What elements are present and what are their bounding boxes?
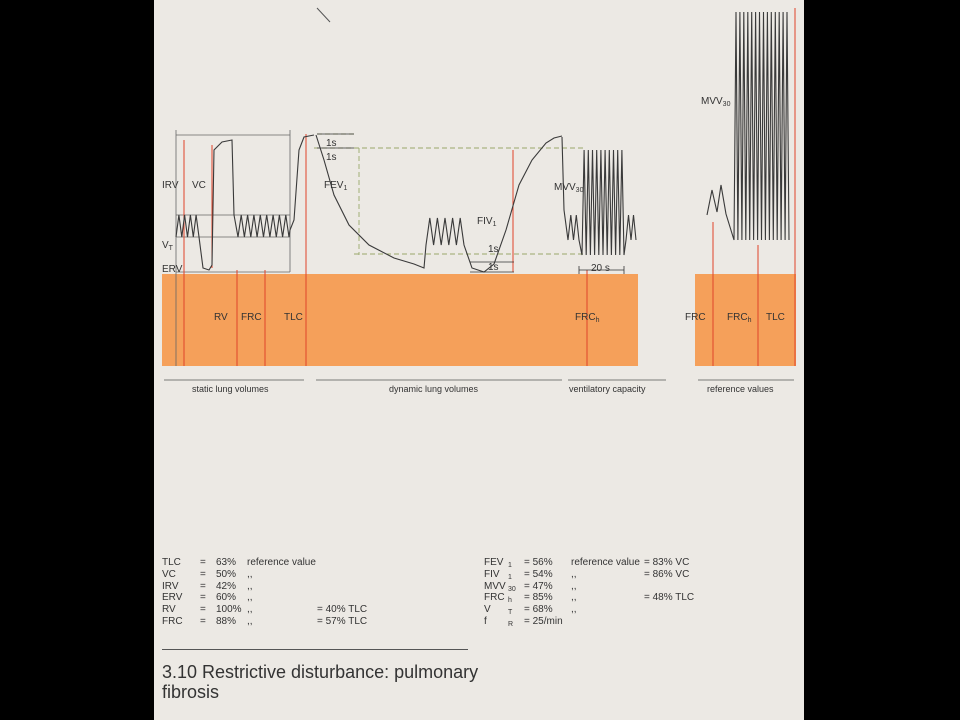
trace-mvv-reference: [707, 12, 789, 240]
label-ref-mvv30: $MVV_{30}$: [701, 96, 731, 108]
cell-x: = 83% VC: [644, 557, 690, 568]
cell-ref: ,,: [247, 580, 253, 592]
table-row: [484, 604, 794, 616]
cell-v: = 25/min: [524, 615, 563, 627]
label-fev1: $FEV_1$: [324, 180, 348, 192]
cell-v: 60%: [216, 592, 237, 604]
cell-k: f: [484, 615, 487, 627]
label-vt: $V_T$: [162, 240, 173, 252]
timing-arrows: [317, 134, 624, 274]
cell-x: = 48% TLC: [644, 592, 695, 604]
figure-page: [154, 0, 804, 720]
cell-k: TLC: [162, 557, 181, 568]
cell-v: = 68%: [524, 604, 553, 616]
cell-ref: ,,: [571, 568, 577, 580]
cell-s: 30: [508, 585, 516, 593]
results-table-static: [162, 557, 402, 628]
trace-dynamic-volumes: [316, 135, 562, 272]
label-frch: $FRC_h$: [575, 312, 600, 324]
cell-ref: reference value: [247, 557, 316, 568]
table-row: [162, 569, 402, 581]
cell-ref: ,,: [571, 604, 577, 616]
results-table-dynamic: [484, 557, 794, 628]
cell-s: 1: [508, 573, 512, 581]
label-erv: ERV: [162, 264, 183, 275]
label-irv: IRV: [162, 180, 179, 191]
section-ventilatory: ventilatory capacity: [569, 384, 646, 394]
cell-s: R: [508, 620, 514, 628]
label-1s-c: 1s: [488, 244, 499, 255]
table-row: [162, 592, 402, 604]
cell-v: = 54%: [524, 568, 553, 580]
cell-ref: ,,: [247, 592, 253, 604]
trace-mvv-patient: [562, 137, 636, 255]
table-row: [484, 592, 794, 604]
label-ref-tlc: TLC: [766, 312, 785, 323]
table-row: [162, 604, 402, 616]
cell-v: = 56%: [524, 557, 553, 568]
cell-k: FEV: [484, 557, 504, 568]
cell-x: = 86% VC: [644, 568, 690, 580]
cell-v: = 47%: [524, 580, 553, 592]
label-1s-d: 1s: [488, 262, 499, 273]
residual-volume-block-main: [162, 274, 638, 366]
cell-k: FIV: [484, 568, 500, 580]
label-1s-a: 1s: [326, 138, 337, 149]
cell-v: 50%: [216, 568, 237, 580]
cell-s: 1: [508, 562, 512, 569]
cell-k: V: [484, 604, 491, 616]
cell-k: FRC: [484, 592, 505, 604]
table-row: [162, 616, 402, 628]
cell-ref: ,,: [247, 615, 253, 627]
cell-k: MVV: [484, 580, 506, 592]
table-row: [162, 557, 402, 569]
cell-eq: =: [200, 568, 206, 580]
cell-ref: reference value: [571, 557, 640, 568]
label-20s: 20 s: [591, 263, 610, 274]
cell-v: 42%: [216, 580, 237, 592]
table-row: [484, 557, 794, 569]
lung-volume-diagram: [154, 0, 804, 410]
title-rule: [162, 649, 468, 650]
label-1s-b: 1s: [326, 152, 337, 163]
label-tlc: TLC: [284, 312, 303, 323]
cell-k: IRV: [162, 580, 179, 592]
cell-k: VC: [162, 568, 176, 580]
cell-v: = 85%: [524, 592, 553, 604]
cell-k: RV: [162, 604, 176, 616]
cell-s: h: [508, 597, 512, 605]
cell-eq: =: [200, 604, 206, 616]
timing-guides: [314, 134, 584, 255]
cell-v: 63%: [216, 557, 237, 568]
cell-eq: =: [200, 557, 206, 568]
cell-v: 100%: [216, 604, 242, 616]
cell-k: ERV: [162, 592, 183, 604]
cell-eq: =: [200, 592, 206, 604]
cell-eq: =: [200, 580, 206, 592]
figure-title: 3.10 Restrictive disturbance: pulmonary fibrosis: [162, 662, 479, 702]
cell-ref: ,,: [247, 568, 253, 580]
cell-eq: =: [200, 615, 206, 627]
label-ref-frch: $FRC_h$: [727, 312, 752, 324]
section-reference: reference values: [707, 384, 774, 394]
cell-x: = 40% TLC: [317, 604, 368, 616]
table-row: [162, 581, 402, 593]
label-vc: VC: [192, 180, 206, 191]
spirogram-traces: [176, 12, 789, 272]
cell-s: T: [508, 609, 513, 617]
cell-ref: ,,: [247, 604, 253, 616]
section-dynamic: dynamic lung volumes: [389, 384, 479, 394]
table-row: [484, 569, 794, 581]
label-ref-frc: FRC: [685, 312, 706, 323]
corner-mark: [317, 8, 330, 22]
table-row: [484, 616, 794, 628]
trace-static-volumes: [176, 135, 314, 270]
cell-x: = 57% TLC: [317, 615, 368, 627]
label-fiv1: $FIV_1$: [477, 216, 497, 228]
cell-k: FRC: [162, 615, 183, 627]
label-mvv30: $MVV_{30}$: [554, 182, 584, 194]
section-static: static lung volumes: [192, 384, 269, 394]
label-frc: FRC: [241, 312, 262, 323]
cell-ref: ,,: [571, 580, 577, 592]
label-rv: RV: [214, 312, 228, 323]
table-row: [484, 581, 794, 593]
cell-v: 88%: [216, 615, 237, 627]
cell-ref: ,,: [571, 592, 577, 604]
